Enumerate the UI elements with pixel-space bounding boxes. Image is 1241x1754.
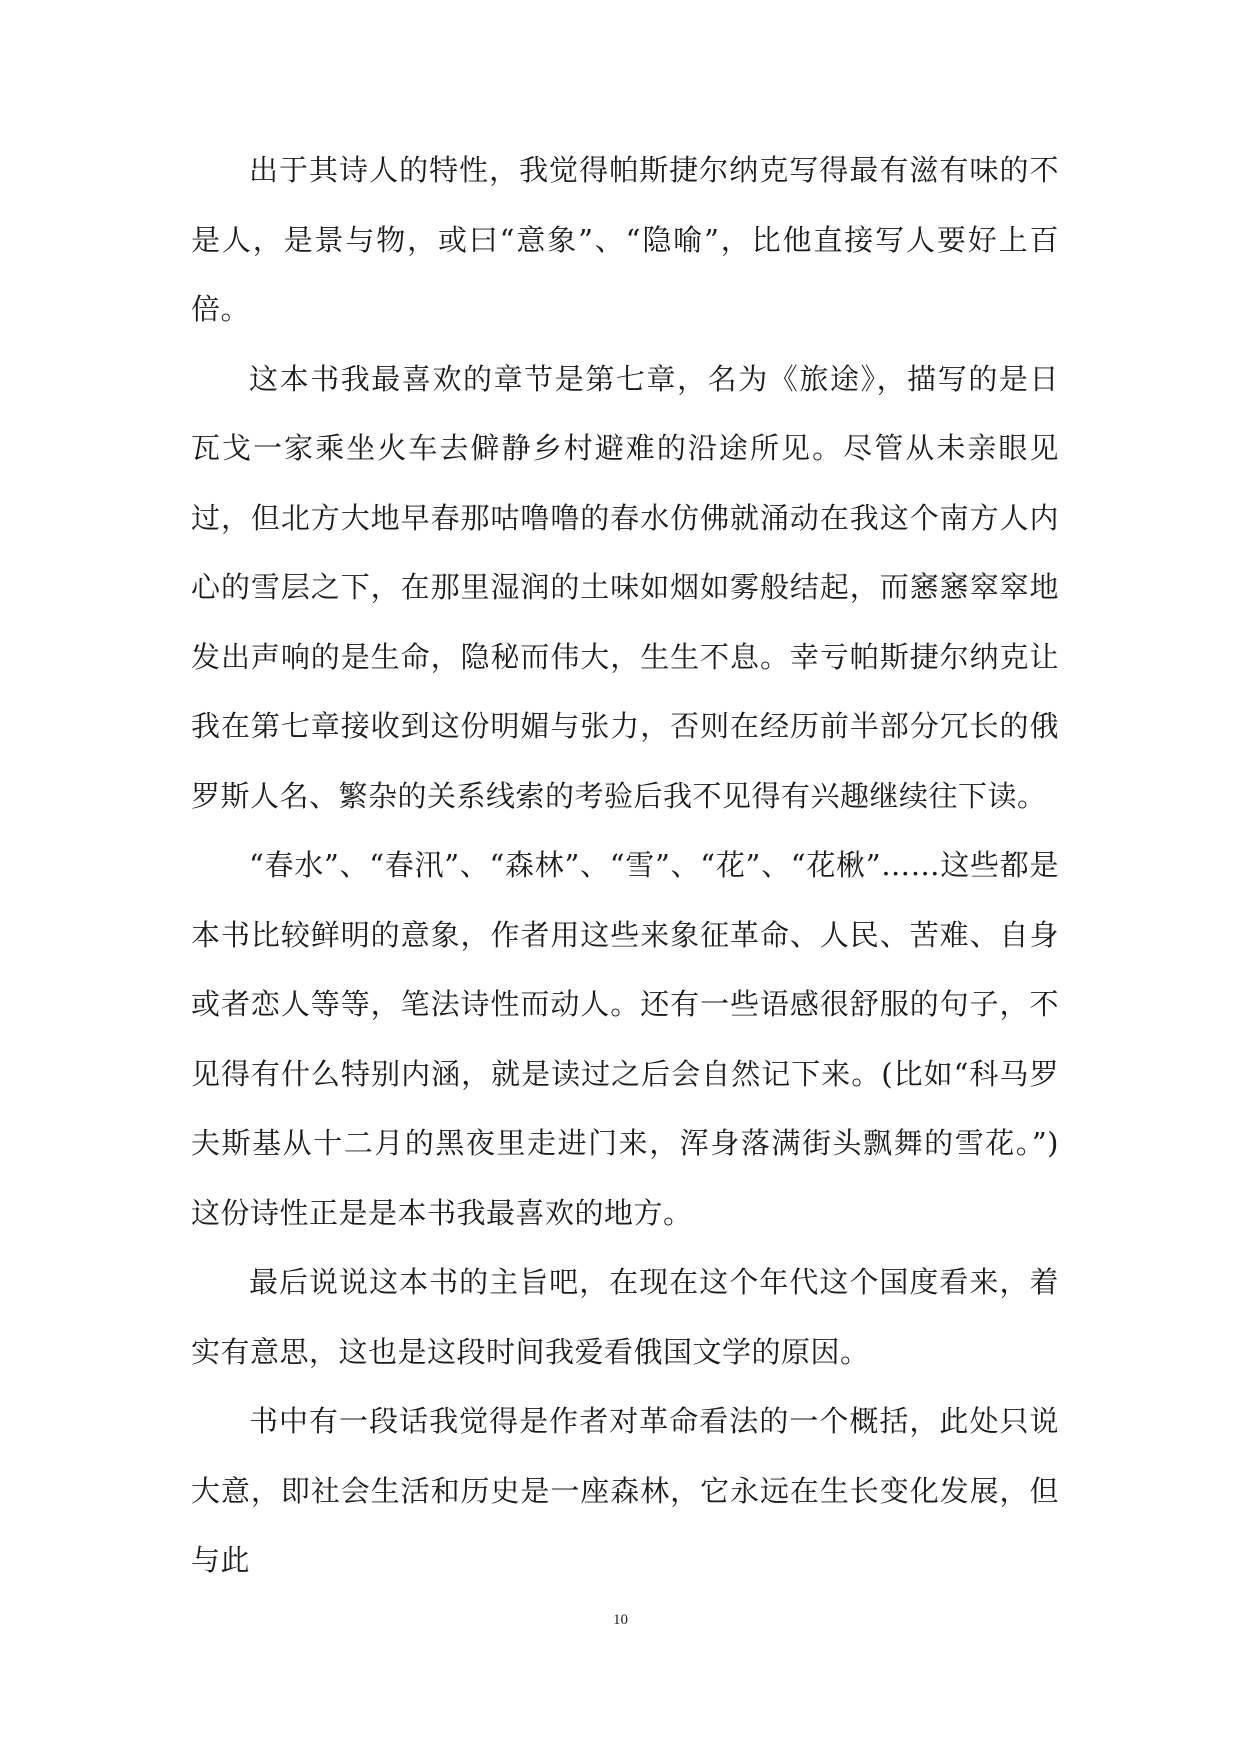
- paragraph: 出于其诗人的特性，我觉得帕斯捷尔纳克写得最有滋有味的不是人，是景与物，或曰“意象”、“隐喻”，比他直接写人要好上百倍。: [191, 153, 1059, 326]
- paragraph: 这本书我最喜欢的章节是第七章，名为《旅途》，描写的是日瓦戈一家乘坐火车去僻静乡村避难的沿途所见。尽管从未亲眼见过，但北方大地早春那咕噜噜的春水仿佛就涌动在我这个南方人内心的雪层之下，在那里湿润的土味如烟如雾般结起，而窸窸窣窣地发出声响的是生命，隐秘而伟大，生生不息。幸亏帕斯捷尔纳克让我在第七章接收到这份明媚与张力，否则在经历前半部分冗长的俄罗斯人名、繁杂的关系线索的考验后我不见得有兴趣继续往下读。: [191, 361, 1059, 813]
- page-number: 10: [613, 1612, 628, 1628]
- body-text: [191, 136, 1059, 1596]
- paragraph: 最后说说这本书的主旨吧，在现在这个年代这个国度看来，着实有意思，这也是这段时间我爱看俄国文学的原因。: [191, 1265, 1059, 1369]
- paragraph: “春水”、“春汛”、“森林”、“雪”、“花”、“花楸”……这些都是本书比较鲜明的意象，作者用这些来象征革命、人民、苦难、自身或者恋人等等，笔法诗性而动人。还有一些语感很舒服的句子，不见得有什么特别内涵，就是读过之后会自然记下来。(比如“科马罗夫斯基从十二月的黑夜里走进门来，浑身落满街头飘舞的雪花。”)这份诗性正是是本书我最喜欢的地方。: [191, 848, 1059, 1230]
- paragraph: 书中有一段话我觉得是作者对革命看法的一个概括，此处只说大意，即社会生活和历史是一座森林，它永远在生长变化发展，但与此: [191, 1404, 1059, 1577]
